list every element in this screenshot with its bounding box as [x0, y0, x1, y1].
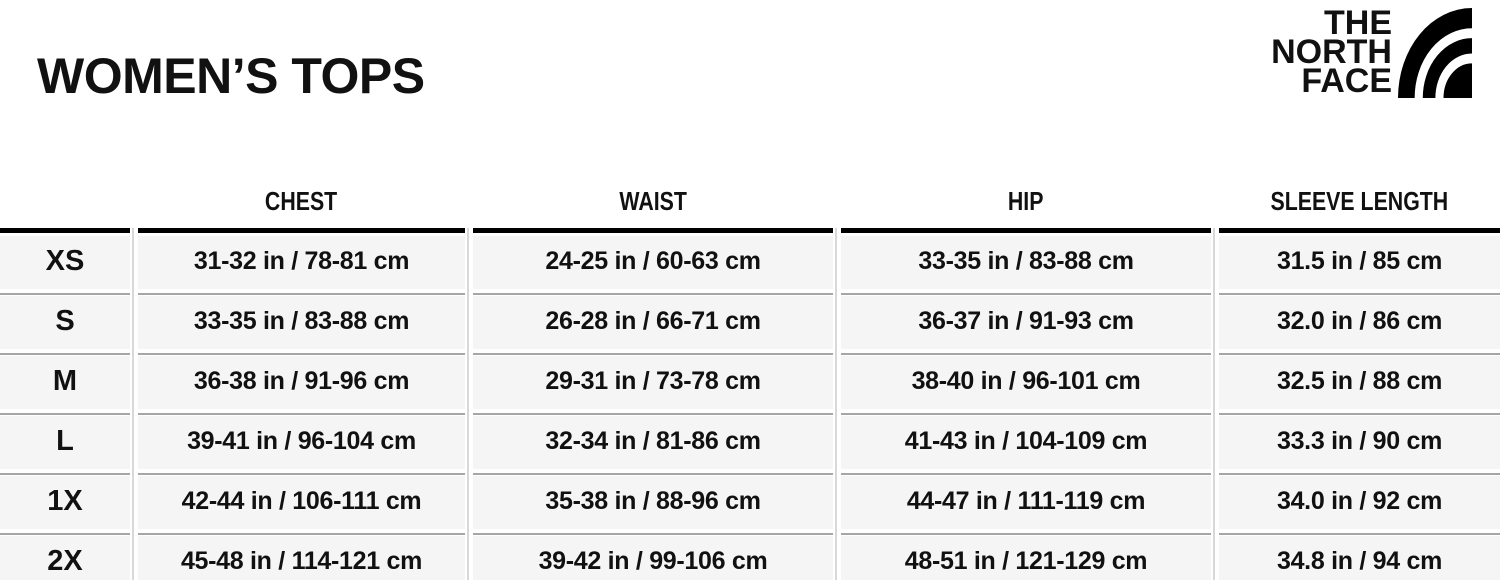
sleeve-cell: 31.5 in / 85 cm — [1219, 236, 1500, 296]
waist-cell: 29-31 in / 73-78 cm — [473, 356, 833, 416]
size-cell: 2X — [0, 536, 130, 580]
half-dome-icon — [1398, 8, 1472, 98]
chest-cell: 31-32 in / 78-81 cm — [138, 236, 465, 296]
waist-cell: 35-38 in / 88-96 cm — [473, 476, 833, 536]
brand-logo-line: NORTH — [1271, 33, 1392, 71]
hip-cell: 38-40 in / 96-101 cm — [841, 356, 1211, 416]
brand-logo — [1271, 4, 1472, 100]
chest-cell: 42-44 in / 106-111 cm — [138, 476, 465, 536]
size-cell: S — [0, 296, 130, 356]
table-row-1x — [0, 476, 1500, 536]
column-grid-line — [132, 228, 134, 580]
hip-cell: 41-43 in / 104-109 cm — [841, 416, 1211, 476]
waist-cell: 39-42 in / 99-106 cm — [473, 536, 833, 580]
brand-logo-line: THE — [1324, 4, 1392, 42]
waist-cell: 32-34 in / 81-86 cm — [473, 416, 833, 476]
table-row-xs — [0, 236, 1500, 296]
waist-cell: 26-28 in / 66-71 cm — [473, 296, 833, 356]
column-grid-line — [467, 228, 469, 580]
column-header-sleeve-length: SLEEVE LENGTH — [1219, 175, 1500, 233]
column-header-waist: WAIST — [473, 175, 833, 233]
page-title: WOMEN’S TOPS — [37, 48, 425, 104]
table-row-l — [0, 416, 1500, 476]
chest-cell: 45-48 in / 114-121 cm — [138, 536, 465, 580]
hip-cell: 33-35 in / 83-88 cm — [841, 236, 1211, 296]
size-table-body — [0, 236, 1500, 580]
size-cell: M — [0, 356, 130, 416]
table-row-2x — [0, 536, 1500, 580]
hip-cell: 36-37 in / 91-93 cm — [841, 296, 1211, 356]
sleeve-cell: 34.8 in / 94 cm — [1219, 536, 1500, 580]
table-row-m — [0, 356, 1500, 416]
waist-cell: 24-25 in / 60-63 cm — [473, 236, 833, 296]
sleeve-cell: 32.0 in / 86 cm — [1219, 296, 1500, 356]
size-cell: 1X — [0, 476, 130, 536]
chest-cell: 33-35 in / 83-88 cm — [138, 296, 465, 356]
size-cell: XS — [0, 236, 130, 296]
size-cell: L — [0, 416, 130, 476]
column-header-hip: HIP — [841, 175, 1211, 233]
brand-logo-text — [1271, 4, 1392, 100]
brand-logo-line: FACE — [1301, 62, 1392, 100]
column-header-chest: CHEST — [138, 175, 465, 233]
chest-cell: 36-38 in / 91-96 cm — [138, 356, 465, 416]
hip-cell: 44-47 in / 111-119 cm — [841, 476, 1211, 536]
column-grid-line — [835, 228, 837, 580]
sleeve-cell: 33.3 in / 90 cm — [1219, 416, 1500, 476]
column-grid-line — [1213, 228, 1215, 580]
sleeve-cell: 34.0 in / 92 cm — [1219, 476, 1500, 536]
column-header-size — [0, 175, 130, 233]
table-row-s — [0, 296, 1500, 356]
chest-cell: 39-41 in / 96-104 cm — [138, 416, 465, 476]
size-table-header — [0, 175, 1500, 233]
sleeve-cell: 32.5 in / 88 cm — [1219, 356, 1500, 416]
hip-cell: 48-51 in / 121-129 cm — [841, 536, 1211, 580]
